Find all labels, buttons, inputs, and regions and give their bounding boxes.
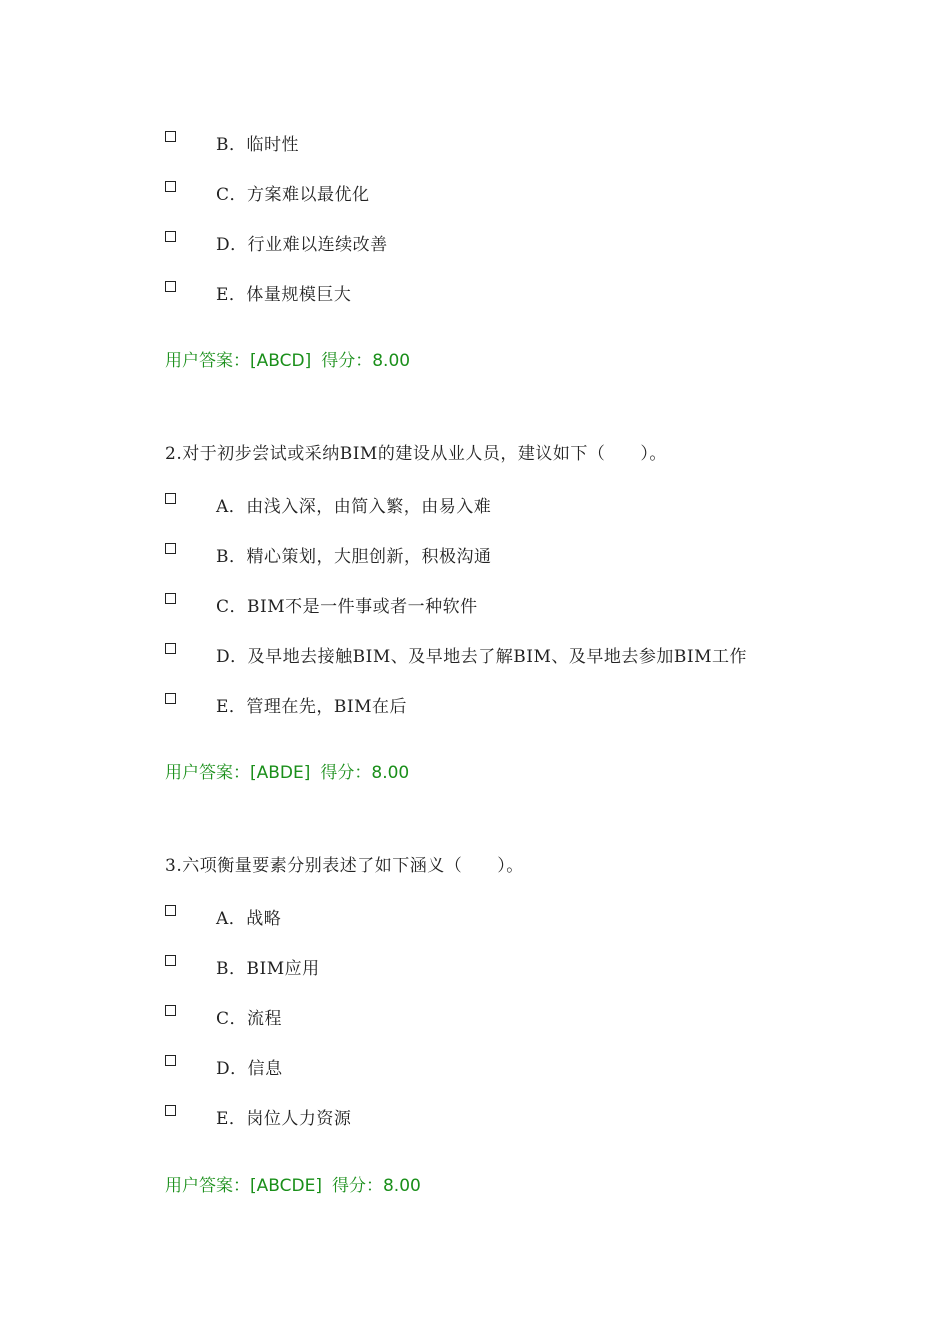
- q2-user-answer: 用户答案：[ABDE]: [165, 763, 311, 783]
- q3-option-c[interactable]: [165, 1002, 283, 1029]
- q2-option-c[interactable]: [165, 590, 478, 617]
- q2-option-b[interactable]: [165, 540, 492, 567]
- q2-option-a-label: A．由浅入深，由简入繁，由易入难: [216, 497, 492, 517]
- q3-option-c-checkbox[interactable]: [165, 1005, 176, 1016]
- q2-option-d-checkbox[interactable]: [165, 643, 176, 654]
- q3-option-c-label: C．流程: [216, 1009, 283, 1029]
- q2-option-e-checkbox[interactable]: [165, 693, 176, 704]
- q2-answer-line: [165, 758, 409, 783]
- q3-user-answer: 用户答案：[ABCDE]: [165, 1176, 322, 1196]
- q1-option-e-label: E．体量规模巨大: [216, 285, 352, 305]
- q3-option-d-checkbox[interactable]: [165, 1055, 176, 1066]
- q3-option-e-checkbox[interactable]: [165, 1105, 176, 1116]
- q2-option-c-checkbox[interactable]: [165, 593, 176, 604]
- q1-option-d-checkbox[interactable]: [165, 231, 176, 242]
- q3-option-e[interactable]: [165, 1102, 352, 1129]
- q2-option-a[interactable]: [165, 490, 492, 517]
- q1-option-d[interactable]: [165, 228, 388, 255]
- q1-option-c-checkbox[interactable]: [165, 181, 176, 192]
- q2-option-c-label: C．BIM不是一件事或者一种软件: [216, 597, 478, 617]
- q2-option-b-checkbox[interactable]: [165, 543, 176, 554]
- q3-option-a-label: A．战略: [216, 909, 282, 929]
- q3-option-e-label: E．岗位人力资源: [216, 1109, 352, 1129]
- q2-option-a-checkbox[interactable]: [165, 493, 176, 504]
- q2-option-d-label: D．及早地去接触BIM、及早地去了解BIM、及早地去参加BIM工作: [216, 647, 747, 667]
- q3-question-text: 3.六项衡量要素分别表述了如下涵义（ ）。: [165, 856, 524, 876]
- q3-option-d-label: D．信息: [216, 1059, 283, 1079]
- q1-option-b-label: B．临时性: [216, 135, 299, 155]
- q2-score: 得分：8.00: [320, 763, 410, 783]
- q3-option-b-label: B．BIM应用: [216, 959, 320, 979]
- q1-option-b[interactable]: [165, 128, 299, 155]
- q2-option-b-label: B．精心策划，大胆创新，积极沟通: [216, 547, 492, 567]
- q1-score: 得分：8.00: [321, 351, 411, 371]
- q3-score: 得分：8.00: [331, 1176, 421, 1196]
- q3-option-b[interactable]: [165, 952, 320, 979]
- q1-option-e[interactable]: [165, 278, 352, 305]
- q1-answer-line: [165, 346, 410, 371]
- q3-option-d[interactable]: [165, 1052, 283, 1079]
- q2-option-e-label: E．管理在先，BIM在后: [216, 697, 408, 717]
- q1-option-d-label: D．行业难以连续改善: [216, 235, 388, 255]
- q1-user-answer: 用户答案：[ABCD]: [165, 351, 312, 371]
- q3-option-b-checkbox[interactable]: [165, 955, 176, 966]
- q1-option-b-checkbox[interactable]: [165, 131, 176, 142]
- q3-option-a[interactable]: [165, 902, 282, 929]
- q3-option-a-checkbox[interactable]: [165, 905, 176, 916]
- q1-option-c[interactable]: [165, 178, 370, 205]
- q2-question-text: 2.对于初步尝试或采纳BIM的建设从业人员，建议如下（ ）。: [165, 444, 667, 464]
- q1-option-e-checkbox[interactable]: [165, 281, 176, 292]
- q1-option-c-label: C．方案难以最优化: [216, 185, 370, 205]
- q2-option-d[interactable]: [165, 640, 747, 667]
- q2-option-e[interactable]: [165, 690, 408, 717]
- q3-answer-line: [165, 1171, 421, 1196]
